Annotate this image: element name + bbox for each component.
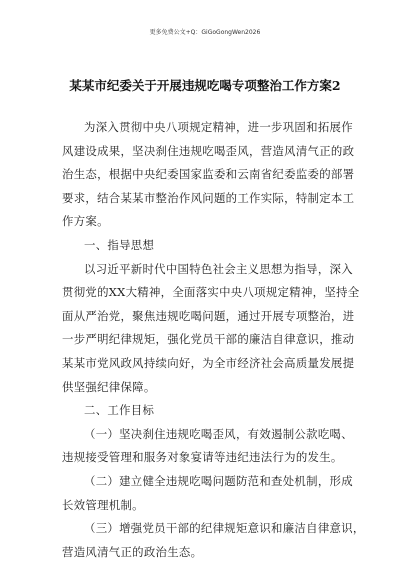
- body-line: （二）建立健全违规吃喝问题防范和查处机制，形成: [84, 473, 353, 488]
- body-line: 长效管理机制。: [62, 497, 144, 512]
- body-line: 治生态，根据中央纪委国家监委和云南省纪委监委的部署: [62, 167, 355, 182]
- body-line: 某某市党风政风持续向好，为全市经济社会高质量发展提: [62, 355, 355, 370]
- body-line: 为深入贯彻中央八项规定精神，进一步巩固和拓展作: [84, 120, 353, 134]
- header-note: 更多免费公文+Q：GiGoGongWen2026: [149, 29, 261, 36]
- body-line: 风建设成果，坚决刹住违规吃喝歪风，营造风清气正的政: [62, 143, 355, 158]
- body-line: 面从严治党，聚焦违规吃喝问题，通过开展专项整治，进: [62, 308, 355, 323]
- document-body: [62, 116, 365, 564]
- body-line: 要求，结合某某市整治作风问题的工作实际，特制定本工: [62, 190, 355, 205]
- body-line: 贯彻党的XX大精神，全面落实中央八项规定精神，坚持全: [62, 285, 360, 300]
- document-title: 某某市纪委关于开展违规吃喝专项整治工作方案2: [69, 78, 341, 93]
- body-line: 以习近平新时代中国特色社会主义思想为指导，深入: [84, 261, 353, 276]
- body-line: 营造风清气正的政治生态。: [62, 544, 203, 559]
- body-line: 一步严明纪律规矩，强化党员干部的廉洁自律意识，推动: [62, 332, 355, 347]
- body-line: 一、指导思想: [84, 237, 155, 252]
- body-line: 作方案。: [62, 214, 109, 229]
- body-line: 供坚强纪律保障。: [62, 379, 156, 394]
- body-line: （三）增强党员干部的纪律规矩意识和廉洁自律意识，: [84, 521, 365, 536]
- body-line: 二、工作目标: [84, 403, 155, 418]
- body-line: （一）坚决刹住违规吃喝歪风，有效遏制公款吃喝、: [84, 426, 353, 441]
- body-line: 违规接受管理和服务对象宴请等违纪违法行为的发生。: [62, 450, 343, 465]
